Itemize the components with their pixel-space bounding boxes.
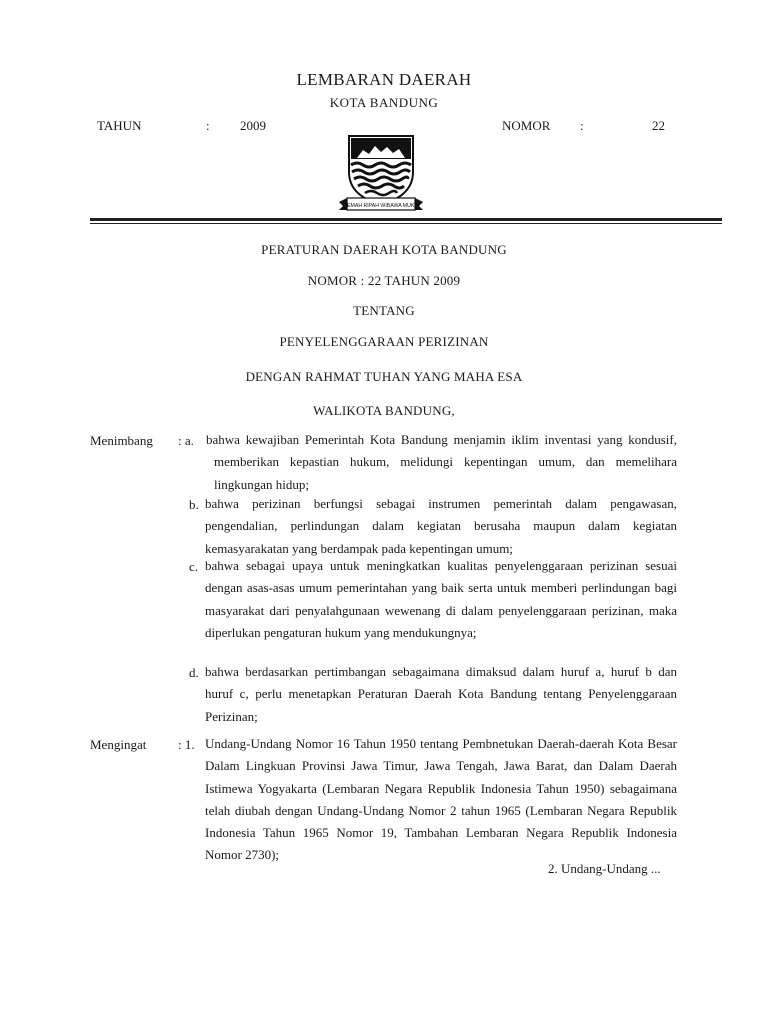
tahun-colon: : xyxy=(206,118,210,133)
next-page-marker: 2. Undang-Undang ... xyxy=(548,861,661,876)
mengingat-item-1: Undang-Undang Nomor 16 Tahun 1950 tentang Pembnetukan Daerah-daerah Kota Besar Dalam Lingkuan Provinsi Jawa Timur, Jawa Tengah, Jawa Barat, dan Dalam Daerah Istimewa Yogyakarta (Lembaran Negara Republik Indonesia Tahun 1950) sebagaimana telah diubah dengan Undang-Undang Nomor 2 tahun 1965 (Lembaran Negara Republik Indonesia Tahun 1965 Nomor 19, Tambahan Lembaran Negara Republik Indonesia Nomor 2730); xyxy=(205,736,677,863)
header-divider-thin xyxy=(90,223,722,224)
menimbang-marker-b: b. xyxy=(189,497,199,512)
regulation-about: TENTANG xyxy=(353,303,415,318)
nomor-label: NOMOR xyxy=(502,118,551,133)
bandung-emblem-icon xyxy=(333,132,429,214)
nomor-colon: : xyxy=(580,118,584,133)
invocation: DENGAN RAHMAT TUHAN YANG MAHA ESA xyxy=(245,369,523,384)
mengingat-marker-1: : 1. xyxy=(178,737,195,752)
document-city: KOTA BANDUNG xyxy=(329,95,439,110)
regulation-number: NOMOR : 22 TAHUN 2009 xyxy=(307,273,461,288)
document-title: LEMBARAN DAERAH xyxy=(296,70,472,89)
mayor-title: WALIKOTA BANDUNG, xyxy=(313,403,455,418)
menimbang-marker-c: c. xyxy=(189,559,199,574)
header-divider-thick xyxy=(90,218,722,221)
regulation-subject: PENYELENGGARAAN PERIZINAN xyxy=(279,334,489,349)
emblem-motto: GEMAH RIPAH WIBAWA MUKTI xyxy=(343,203,419,209)
menimbang-item-d: bahwa berdasarkan pertimbangan sebagaimana dimaksud dalam huruf a, huruf b dan huruf c, perlu menetapkan Peraturan Daerah Kota Bandung tentang Penyelenggaraan Perizinan; xyxy=(205,664,677,724)
menimbang-marker-d: d. xyxy=(189,665,199,680)
menimbang-marker-a: : a. xyxy=(178,433,194,448)
tahun-label: TAHUN xyxy=(97,118,142,133)
menimbang-item-a: bahwa kewajiban Pemerintah Kota Bandung menjamin iklim inventasi yang kondusif, memberikan kepastian hukum, melidungi kepentingan umum, dan memelihara lingkungan hidup; xyxy=(206,432,677,492)
menimbang-item-c: bahwa sebagai upaya untuk meningkatkan kualitas penyelenggaraan perizinan sesuai dengan asas-asas umum pemerintahan yang baik serta untuk memberi perlindungan bagi masyarakat dari penyalahgunaan wewenang di dalam penyelenggaraan perizinan, maka diperlukan pengaturan hukum yang mendukungnya; xyxy=(205,558,677,640)
menimbang-item-b: bahwa perizinan berfungsi sebagai instrumen pemerintah dalam pengawasan, pengendalian, perlindungan dalam kegiatan berusaha maupun dalam kegiatan kemasyarakatan yang berdampak pada kepentingan umum; xyxy=(205,496,677,556)
mengingat-label: Mengingat xyxy=(90,737,147,752)
regulation-heading: PERATURAN DAERAH KOTA BANDUNG xyxy=(261,242,507,257)
menimbang-label: Menimbang xyxy=(90,433,153,448)
nomor-value: 22 xyxy=(652,118,665,133)
tahun-value: 2009 xyxy=(240,118,266,133)
